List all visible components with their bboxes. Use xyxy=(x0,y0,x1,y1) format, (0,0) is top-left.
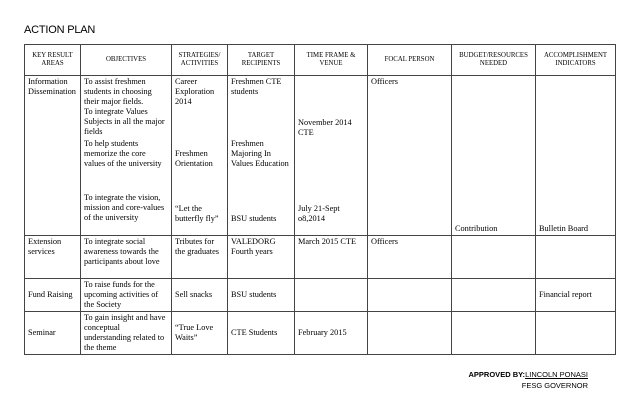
recipient-text: BSU students xyxy=(231,214,277,223)
area-cell: Seminar xyxy=(25,312,81,355)
header-focal-person: FOCAL PERSON xyxy=(368,45,452,76)
page-title: ACTION PLAN xyxy=(24,24,96,36)
header-target-recipients: TARGET RECIPIENTS xyxy=(228,45,295,76)
approval-block xyxy=(469,369,588,391)
timeframe-cell: March 2015 CTE xyxy=(295,236,368,279)
recipients-cell: BSU students xyxy=(228,279,295,312)
recipients-cell xyxy=(228,76,295,236)
budget-cell xyxy=(452,236,536,279)
focal-cell: Officers xyxy=(368,236,452,279)
objectives-cell: To gain insight and have conceptual understanding related to the theme xyxy=(81,312,172,355)
objectives-cell: To raise funds for the upcoming activities of the Society xyxy=(81,279,172,312)
timeframe-cell xyxy=(295,76,368,236)
objectives-cell: To integrate social awareness towards the participants about love xyxy=(81,236,172,279)
budget-cell: Contribution xyxy=(452,76,536,236)
timeframe-cell xyxy=(295,279,368,312)
recipient-text: Freshmen CTE students xyxy=(231,77,282,96)
table-row xyxy=(25,312,616,355)
strategy-text: “Let the butterfly fly” xyxy=(175,204,219,223)
focal-cell: Officers xyxy=(368,76,452,236)
action-plan-table xyxy=(24,44,616,355)
budget-cell xyxy=(452,312,536,355)
indicator-cell: Bulletin Board xyxy=(536,76,616,236)
table-row xyxy=(25,279,616,312)
header-time-frame: TIME FRAME & VENUE xyxy=(295,45,368,76)
header-key-result-areas: KEY RESULT AREAS xyxy=(25,45,81,76)
header-objectives: OBJECTIVES xyxy=(81,45,172,76)
header-strategies: STRATEGIES/ ACTIVITIES xyxy=(172,45,228,76)
strategy-text: Freshmen Orientation xyxy=(175,149,213,168)
objective-text: To assist freshmen students in choosing their major fields. xyxy=(84,77,152,106)
focal-cell xyxy=(368,312,452,355)
approval-label: APPROVED BY: xyxy=(468,370,526,379)
area-cell: Fund Raising xyxy=(25,279,81,312)
objective-text: To help students memorize the core values of the university xyxy=(84,139,162,168)
strategies-cell: Tributes for the graduates xyxy=(172,236,228,279)
objectives-cell xyxy=(81,76,172,236)
header-budget: BUDGET/RESOURCES NEEDED xyxy=(452,45,536,76)
indicator-cell: Financial report xyxy=(536,279,616,312)
timeframe-text: November 2014 CTE xyxy=(298,118,352,137)
indicator-cell xyxy=(536,312,616,355)
header-row xyxy=(25,45,616,76)
recipients-cell: CTE Students xyxy=(228,312,295,355)
budget-cell xyxy=(452,279,536,312)
timeframe-cell: February 2015 xyxy=(295,312,368,355)
objective-text: To integrate Values Subjects in all the major fields xyxy=(84,107,165,136)
table-row xyxy=(25,236,616,279)
approver-name: LINCOLN PONASI xyxy=(525,370,588,379)
recipient-text: Freshmen Majoring In Values Education xyxy=(231,139,289,168)
approver-position: FESG GOVERNOR xyxy=(521,381,588,390)
strategies-cell: Sell snacks xyxy=(172,279,228,312)
focal-cell xyxy=(368,279,452,312)
header-accomplishment: ACCOMPLISHMENT INDICATORS xyxy=(536,45,616,76)
recipients-cell: VALEDORG Fourth years xyxy=(228,236,295,279)
strategies-cell: “True Love Waits” xyxy=(172,312,228,355)
objective-text: To integrate the vision, mission and core-values of the university xyxy=(84,193,165,222)
area-cell: Extension services xyxy=(25,236,81,279)
area-cell: Information Dissemination xyxy=(25,76,81,236)
approval-line xyxy=(469,369,588,380)
strategy-text: Career Exploration 2014 xyxy=(175,77,215,106)
timeframe-text: July 21-Sept o8,2014 xyxy=(298,204,340,223)
table-row xyxy=(25,76,616,236)
indicator-cell xyxy=(536,236,616,279)
strategies-cell xyxy=(172,76,228,236)
